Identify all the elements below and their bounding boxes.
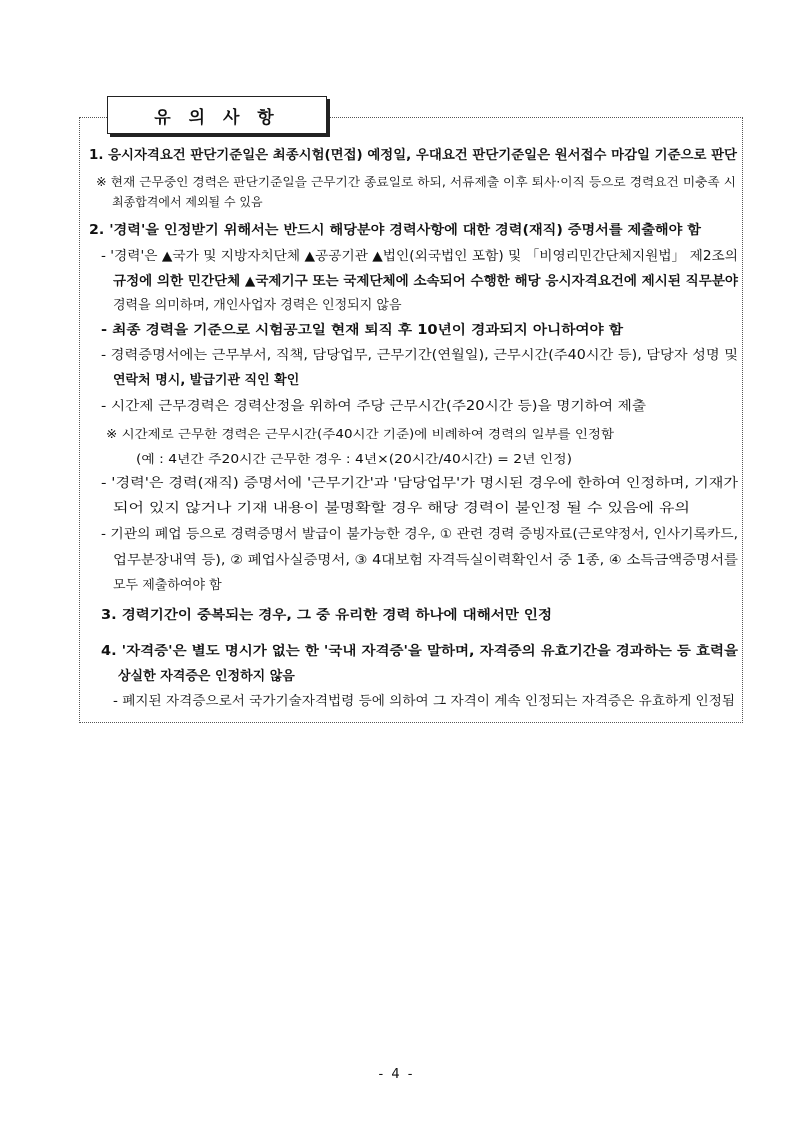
item-2-bullet-4: - 시간제 근무경력은 경력산정을 위하여 주당 근무시간(주20시간 등)을 명기하여 제출 — [101, 399, 646, 414]
item-2-bullet-5: - '경력'은 경력(재직) 증명서에 '근무기간'과 '담당업무'가 명시된 경우에 한하여 인정하며, 기재가 — [101, 476, 738, 491]
item-3-heading: 3. 경력기간이 중복되는 경우, 그 중 유리한 경력 하나에 대해서만 인정 — [101, 608, 552, 623]
item-1-heading: 1. 응시자격요건 판단기준일은 최종시험(면접) 예정일, 우대요건 판단기준일은 원서접수 마감일 기준으로 판단 — [89, 148, 737, 163]
item-2-bullet-3-cont: 연락처 명시, 발급기관 직인 확인 — [113, 373, 300, 388]
page-number: - 4 - — [378, 1067, 415, 1082]
item-1-note: ※ 현재 근무중인 경력은 판단기준일을 근무기간 종료일로 하되, 서류제출 이후 퇴사·이직 등으로 경력요건 미충족 시 — [96, 175, 736, 189]
item-1-note-cont: 최종합격에서 제외될 수 있음 — [112, 195, 263, 209]
item-2-bullet-2: - 최종 경력을 기준으로 시험공고일 현재 퇴직 후 10년이 경과되지 아니하여야 함 — [101, 323, 623, 338]
item-2-bullet-6-cont2: 모두 제출하여야 함 — [113, 578, 222, 593]
item-4-heading-cont: 상실한 자격증은 인정하지 않음 — [118, 669, 295, 684]
item-2-bullet-4-example: (예 : 4년간 주20시간 근무한 경우 : 4년×(20시간/40시간) = 2년 인정) — [136, 452, 572, 466]
item-2-bullet-1-cont: 규정에 의한 민간단체 ▲국제기구 또는 국제단체에 소속되어 수행한 해당 응시자격요건에 제시된 직무분야 — [113, 274, 738, 289]
item-4-heading: 4. '자격증'은 별도 명시가 없는 한 '국내 자격증'을 말하며, 자격증의 유효기간을 경과하는 등 효력을 — [101, 644, 738, 659]
item-2-bullet-3: - 경력증명서에는 근무부서, 직책, 담당업무, 근무기간(연월일), 근무시간(주40시간 등), 담당자 성명 및 — [101, 348, 738, 363]
item-2-bullet-1-cont2: 경력을 의미하며, 개인사업자 경력은 인정되지 않음 — [113, 298, 402, 313]
item-2-bullet-6: - 기관의 폐업 등으로 경력증명서 발급이 불가능한 경우, ① 관련 경력 증빙자료(근로약정서, 인사기록카드, — [101, 527, 738, 542]
item-2-bullet-5-cont: 되어 있지 않거나 기재 내용이 불명확할 경우 해당 경력이 불인정 될 수 있음에 유의 — [113, 501, 690, 516]
item-2-bullet-1: - '경력'은 ▲국가 및 지방자치단체 ▲공공기관 ▲법인(외국법인 포함) 및 「비영리민간단체지원법」 제2조의 — [101, 249, 738, 264]
item-2-bullet-6-cont: 업무분장내역 등), ② 폐업사실증명서, ③ 4대보험 자격득실이력확인서 중 1종, ④ 소득금액증명서를 — [113, 553, 738, 568]
item-4-bullet-1: - 폐지된 자격증으로서 국가기술자격법령 등에 의하여 그 자격이 계속 인정되는 자격증은 유효하게 인정됨 — [113, 694, 735, 709]
notice-title: 유 의 사 항 — [107, 96, 327, 134]
item-2-heading: 2. '경력'을 인정받기 위해서는 반드시 해당분야 경력사항에 대한 경력(재직) 증명서를 제출해야 함 — [89, 223, 701, 238]
item-2-bullet-4-note: ※ 시간제로 근무한 경력은 근무시간(주40시간 기준)에 비례하여 경력의 일부를 인정함 — [106, 427, 614, 441]
